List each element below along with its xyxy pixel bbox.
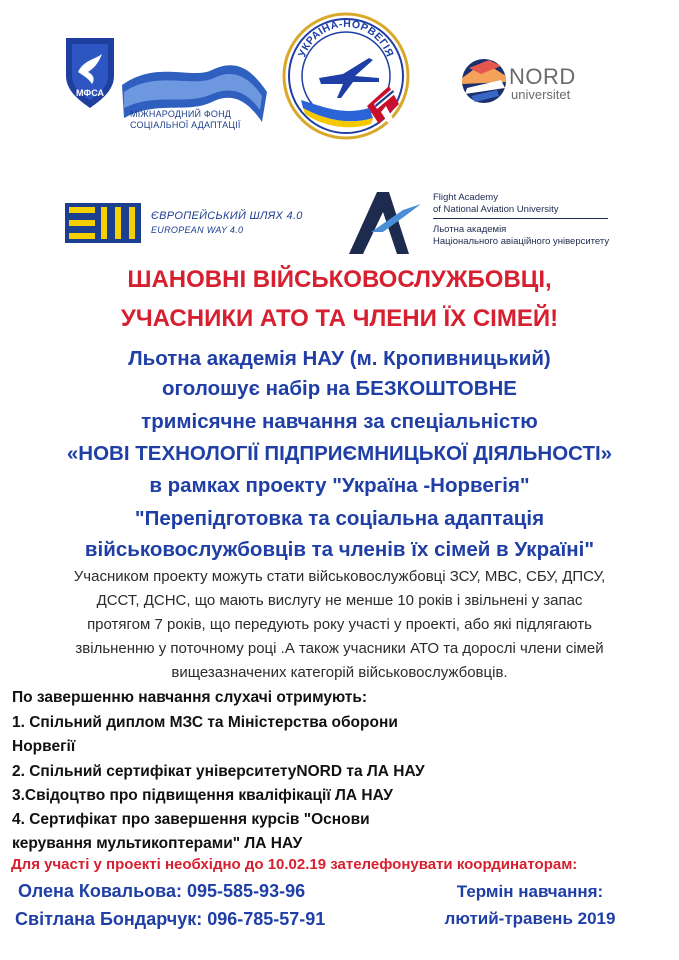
eligibility-line-2: ДССТ, ДСНС, що мають вислугу не менше 10 років і звільнені у запас: [96, 592, 583, 609]
nord-circle-icon: [461, 58, 507, 104]
benefit-item-2: 2. Спільний сертифікат університетуNORD та ЛА НАУ: [12, 763, 425, 780]
eligibility-line-3: протягом 7 років, що передують року участі у проекті, або які підлягають: [87, 616, 592, 633]
flight-academy-en-line1: Flight Academy: [433, 192, 498, 203]
term-value: лютий-травень 2019: [444, 909, 616, 928]
benefit-item-4: 4. Сертифікат про завершення курсів "Основи: [12, 811, 370, 828]
mfsa-caption: [130, 109, 241, 131]
term-label: Термін навчання:: [456, 882, 604, 901]
eligibility-line-5: вищезазначених категорій військовослужбовців.: [171, 664, 508, 681]
ukraine-norway-logo: [281, 8, 411, 146]
announcement-line-1: Льотна академія НАУ (м. Кропивницький): [128, 347, 551, 370]
nord-subtitle: universitet: [511, 87, 571, 102]
flight-academy-divider: [433, 218, 608, 219]
announcement-line-7: військовослужбовців та членів їх сімей в Україні": [84, 538, 595, 561]
deadline-note: Для участі у проекті необхідно до 10.02.19 зателефонувати координаторам:: [11, 856, 578, 873]
announcement-line-5: в рамках проекту "Україна -Норвегія": [149, 474, 530, 497]
benefit-item-1: 1. Спільний диплом МЗС та Міністерства оборони: [12, 714, 398, 731]
nord-name: NORD: [509, 64, 576, 89]
contact-bondarchuk: Світлана Бондарчук: 096-785-57-91: [15, 909, 326, 929]
benefit-item-4-cont: керування мультикоптерами" ЛА НАУ: [12, 835, 303, 852]
benefit-item-3: 3.Свідоцтво про підвищення кваліфікації ЛА НАУ: [12, 787, 393, 804]
announcement-line-6: "Перепідготовка та соціальна адаптація: [134, 507, 545, 530]
european-way-title-ua: ЄВРОПЕЙСЬКИЙ ШЛЯХ 4.0: [151, 210, 303, 222]
european-way-emblem-icon: [65, 203, 141, 243]
announcement-line-3: тримісячне навчання за спеціальністю: [141, 410, 538, 433]
announcement-line-4: «НОВІ ТЕХНОЛОГІЇ ПІДПРИЄМНИЦЬКОЇ ДІЯЛЬНОСТІ»: [66, 442, 613, 465]
mfsa-caption-line1: МІЖНАРОДНИЙ ФОНД: [130, 109, 232, 119]
flight-academy-ua-line1: Льотна академія: [433, 224, 507, 235]
european-way-logo: [65, 203, 325, 247]
eligibility-line-4: звільненню у поточному році .А також учасники АТО та дорослі члени сімей: [75, 640, 604, 657]
mfsa-logo: [62, 30, 272, 135]
benefit-item-1-cont: Норвегії: [12, 738, 76, 755]
benefits-intro: По завершенню навчання слухачі отримують:: [12, 689, 368, 706]
ukraine-norway-ring-text: УКРАЇНА-НОРВЕГІЯ: [296, 17, 396, 59]
flight-academy-a-icon: [343, 188, 423, 256]
contact-kovalova: Олена Ковальова: 095-585-93-96: [18, 881, 306, 901]
eligibility-line-1: Учасником проекту можуть стати військовослужбовці ЗСУ, МВС, СБУ, ДПСУ,: [73, 568, 606, 585]
flight-academy-ua-line2: Національного авіаційного університету: [433, 236, 610, 247]
main-heading-line1: ШАНОВНІ ВІЙСЬКОВОСЛУЖБОВЦІ,: [127, 266, 552, 293]
announcement-line-2: оголошує набір на БЕЗКОШТОВНЕ: [162, 377, 517, 400]
main-heading-line2: УЧАСНИКИ АТО ТА ЧЛЕНИ ЇХ СІМЕЙ!: [120, 305, 559, 332]
flight-academy-logo: [343, 188, 643, 256]
european-way-title-en: EUROPEAN WAY 4.0: [151, 225, 244, 235]
flight-academy-en-line2: of National Aviation University: [433, 204, 559, 215]
mfsa-caption-line2: СОЦІАЛЬНОЇ АДАПТАЦІЇ: [130, 120, 241, 130]
mfsa-badge-text: МФСА: [76, 88, 104, 98]
ukraine-norway-emblem-icon: [281, 8, 411, 146]
nord-university-logo: [461, 58, 601, 108]
